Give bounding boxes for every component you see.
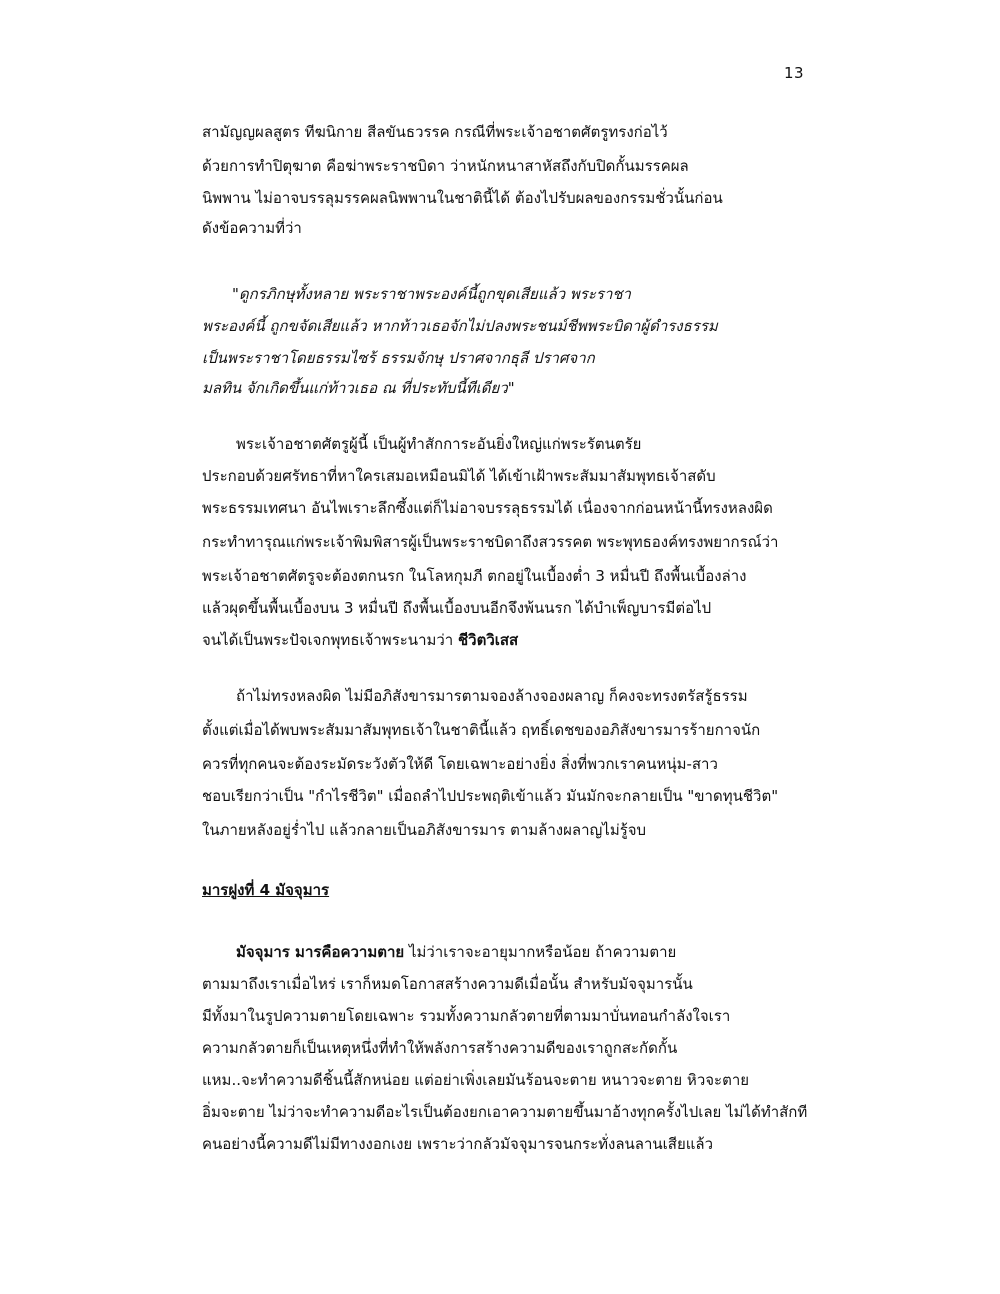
paragraph-line: ดังข้อความที่ว่า <box>202 219 302 237</box>
paragraph-line: แล้วผุดขึ้นพื้นเบื้องบน 3 หมื่นปี ถึงพื้นเบื้องบนอีกจึงพ้นนรก ได้บำเพ็ญบารมีต่อไป <box>202 599 712 617</box>
name-highlight: ชีวิตวิเสส <box>458 631 519 649</box>
paragraph-line: ตามมาถึงเราเมื่อไหร่ เราก็หมดโอกาสสร้างความดีเมื่อนั้น สำหรับมัจจุมารนั้น <box>202 975 693 993</box>
quote-line: มลทิน จักเกิดขึ้นแก่ท้าวเธอ ณ ที่ประทับนี้ทีเดียว" <box>202 379 515 397</box>
paragraph-line: พระเจ้าอชาตศัตรูจะต้องตกนรก ในโลหกุมภี ตกอยู่ในเบื้องต่ำ 3 หมื่นปี ถึงพื้นเบื้องล่าง <box>202 567 747 585</box>
term-highlight: มัจจุมาร มารคือความตาย <box>236 943 405 961</box>
paragraph-line: ความกลัวตายก็เป็นเหตุหนึ่งที่ทำให้พลังการสร้างความดีของเราถูกสะกัดกั้น <box>202 1039 678 1057</box>
paragraph-line: ด้วยการทำปิตุฆาต คือฆ่าพระราชบิดา ว่าหนักหนาสาหัสถึงกับปิดกั้นมรรคผล <box>202 157 689 175</box>
paragraph-line <box>202 630 518 650</box>
quote-line: "ดูกรภิกษุทั้งหลาย พระราชาพระองค์นี้ถูกขุดเสียแล้ว พระราชา <box>232 285 631 303</box>
paragraph-line: คนอย่างนี้ความดีไม่มีทางงอกเงย เพราะว่ากลัวมัจจุมารจนกระทั่งลนลานเสียแล้ว <box>202 1135 714 1153</box>
paragraph-line: ประกอบด้วยศรัทธาที่หาใครเสมอเหมือนมิได้ ได้เข้าเฝ้าพระสัมมาสัมพุทธเจ้าสดับ <box>202 467 716 485</box>
page-number: 13 <box>784 64 805 82</box>
paragraph-line: ตั้งแต่เมื่อได้พบพระสัมมาสัมพุทธเจ้าในชาตินี้แล้ว ฤทธิ์เดชของอภิสังขารมารร้ายกาจนัก <box>202 721 761 739</box>
paragraph-line: นิพพาน ไม่อาจบรรลุมรรคผลนิพพานในชาตินี้ได้ ต้องไปรับผลของกรรมชั่วนั้นก่อน <box>202 189 723 207</box>
paragraph-text: ไม่ว่าเราจะอายุมากหรือน้อย ถ้าความตาย <box>404 943 677 961</box>
paragraph-line: อิ่มจะตาย ไม่ว่าจะทำความดีอะไรเป็นต้องยกเอาความตายขึ้นมาอ้างทุกครั้งไปเลย ไม่ได้ทำสักที <box>202 1103 808 1121</box>
paragraph-line: กระทำทารุณแก่พระเจ้าพิมพิสารผู้เป็นพระราชบิดาถึงสวรรคต พระพุทธองค์ทรงพยากรณ์ว่า <box>202 533 779 551</box>
quote-line: เป็นพระราชาโดยธรรมไซร้ ธรรมจักษุ ปราศจากธุลี ปราศจาก <box>202 349 595 367</box>
paragraph-line: สามัญญผลสูตร ทีฆนิกาย สีลขันธวรรค กรณีที่พระเจ้าอชาตศัตรูทรงก่อไว้ <box>202 123 668 141</box>
paragraph-line: แหม..จะทำความดีชิ้นนี้สักหน่อย แต่อย่าเพิ่งเลยมันร้อนจะตาย หนาวจะตาย หิวจะตาย <box>202 1071 750 1089</box>
paragraph-line <box>236 942 676 962</box>
paragraph-line: ควรที่ทุกคนจะต้องระมัดระวังตัวให้ดี โดยเฉพาะอย่างยิ่ง สิ่งที่พวกเราคนหนุ่ม-สาว <box>202 755 718 773</box>
quote-line: พระองค์นี้ ถูกขจัดเสียแล้ว หากท้าวเธอจักไม่ปลงพระชนม์ชีพพระบิดาผู้ดำรงธรรม <box>202 317 718 335</box>
paragraph-line: พระเจ้าอชาตศัตรูผู้นี้ เป็นผู้ทำสักการะอันยิ่งใหญ่แก่พระรัตนตรัย <box>236 435 642 453</box>
paragraph-text: จนได้เป็นพระปัจเจกพุทธเจ้าพระนามว่า <box>202 631 458 649</box>
paragraph-line: พระธรรมเทศนา อันไพเราะลึกซึ้งแต่ก็ไม่อาจบรรลุธรรมได้ เนื่องจากก่อนหน้านี้ทรงหลงผิด <box>202 499 773 517</box>
paragraph-line: ในภายหลังอยู่ร่ำไป แล้วกลายเป็นอภิสังขารมาร ตามล้างผลาญไม่รู้จบ <box>202 821 647 839</box>
paragraph-line: มีทั้งมาในรูปความตายโดยเฉพาะ รวมทั้งความกลัวตายที่ตามมาบั่นทอนกำลังใจเรา <box>202 1007 731 1025</box>
section-heading: มารฝูงที่ 4 มัจจุมาร <box>202 881 330 899</box>
paragraph-line: ถ้าไม่ทรงหลงผิด ไม่มีอภิสังขารมารตามจองล้างจองผลาญ ก็คงจะทรงตรัสรู้ธรรม <box>236 687 748 705</box>
paragraph-line: ชอบเรียกว่าเป็น "กำไรชีวิต" เมื่อถลำไปประพฤติเข้าแล้ว มันมักจะกลายเป็น "ขาดทุนชีวิต" <box>202 787 779 805</box>
